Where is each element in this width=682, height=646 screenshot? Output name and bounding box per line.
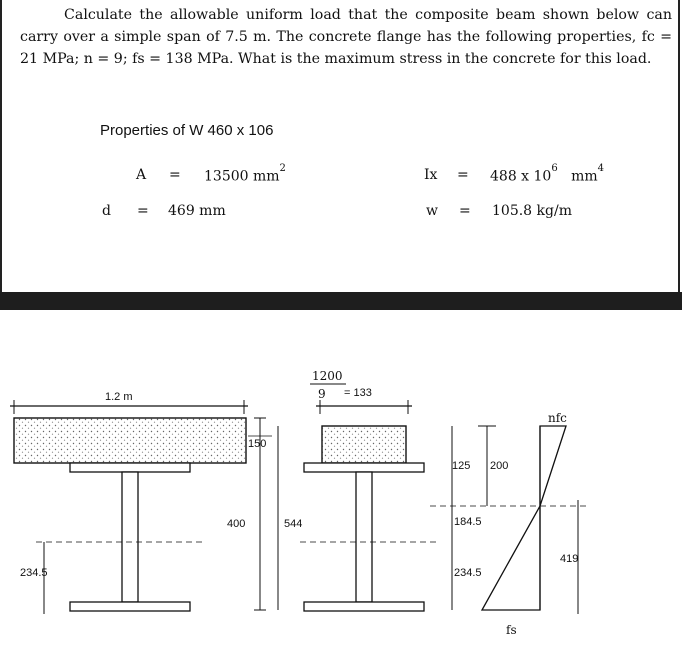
beam-depth-label: 400	[227, 518, 246, 530]
bottom-flange	[70, 602, 190, 611]
transformed-bottom-flange	[304, 602, 424, 611]
prop-depth-symbol: d	[102, 203, 111, 219]
prop-ix-unit: mm	[571, 168, 598, 185]
properties-title: Properties of W 460 x 106	[100, 122, 274, 139]
divider-band	[0, 292, 682, 310]
concrete-slab	[14, 418, 246, 463]
top-flange	[70, 463, 190, 472]
transformed-slab	[322, 426, 406, 463]
flange-width-label: 1.2 m	[105, 391, 133, 403]
prop-ix-number: 488 x 10	[490, 168, 552, 185]
prop-area-number: 13500 mm	[204, 168, 280, 185]
beam-diagram	[0, 310, 682, 646]
transformed-web	[356, 472, 372, 602]
transformed-numerator: 1200	[312, 369, 343, 383]
concrete-stress-block	[540, 426, 566, 506]
prop-ix-eq: =	[457, 167, 469, 183]
prop-depth-value: 469 mm	[168, 203, 226, 219]
prop-ix-symbol: Ix	[424, 167, 438, 183]
depth-200-label: 200	[490, 460, 509, 472]
problem-statement	[20, 4, 672, 70]
steel-stress-label: fs	[506, 623, 517, 637]
stress-diagram	[430, 411, 590, 637]
prop-weight-eq: =	[459, 203, 471, 219]
prop-area-value	[204, 163, 286, 185]
depth-125-label: 125	[452, 460, 471, 472]
transformed-result: = 133	[344, 387, 372, 399]
transformed-section	[278, 369, 440, 611]
prop-depth-eq: =	[137, 203, 149, 219]
prop-area-symbol: A	[136, 167, 147, 183]
depth-234-label: 234.5	[454, 567, 482, 579]
slab-depth-label: 150	[248, 438, 267, 450]
transformed-top-flange	[304, 463, 424, 472]
beam-figure	[0, 310, 682, 646]
prop-area-exponent: 2	[279, 163, 286, 174]
prop-weight-symbol: w	[426, 203, 438, 219]
prop-ix-unit-exponent: 4	[597, 163, 605, 174]
prop-ix-exponent: 6	[551, 163, 558, 174]
composite-section	[10, 391, 272, 614]
depth-184-label: 184.5	[454, 516, 482, 528]
prop-area-eq: =	[169, 167, 181, 183]
steel-web	[122, 472, 138, 602]
problem-text: Calculate the allowable uniform load that the composite beam shown below can carry over a simple span of 7.5 m. The concrete flange has the following properties, fc = 21 MPa; n = 9; fs = 138 MPa. What is the maximum stress in the concrete for this load.	[20, 7, 672, 67]
concrete-stress-label: nfc	[548, 411, 567, 425]
depth-419-label: 419	[560, 553, 579, 565]
prop-ix-value	[490, 163, 605, 185]
problem-panel	[0, 0, 680, 292]
prop-weight-value: 105.8 kg/m	[492, 203, 572, 219]
total-depth-label: 544	[284, 518, 303, 530]
transformed-denominator: 9	[318, 387, 326, 401]
na-depth-label: 234.5	[20, 567, 48, 579]
steel-stress-block	[482, 506, 540, 610]
